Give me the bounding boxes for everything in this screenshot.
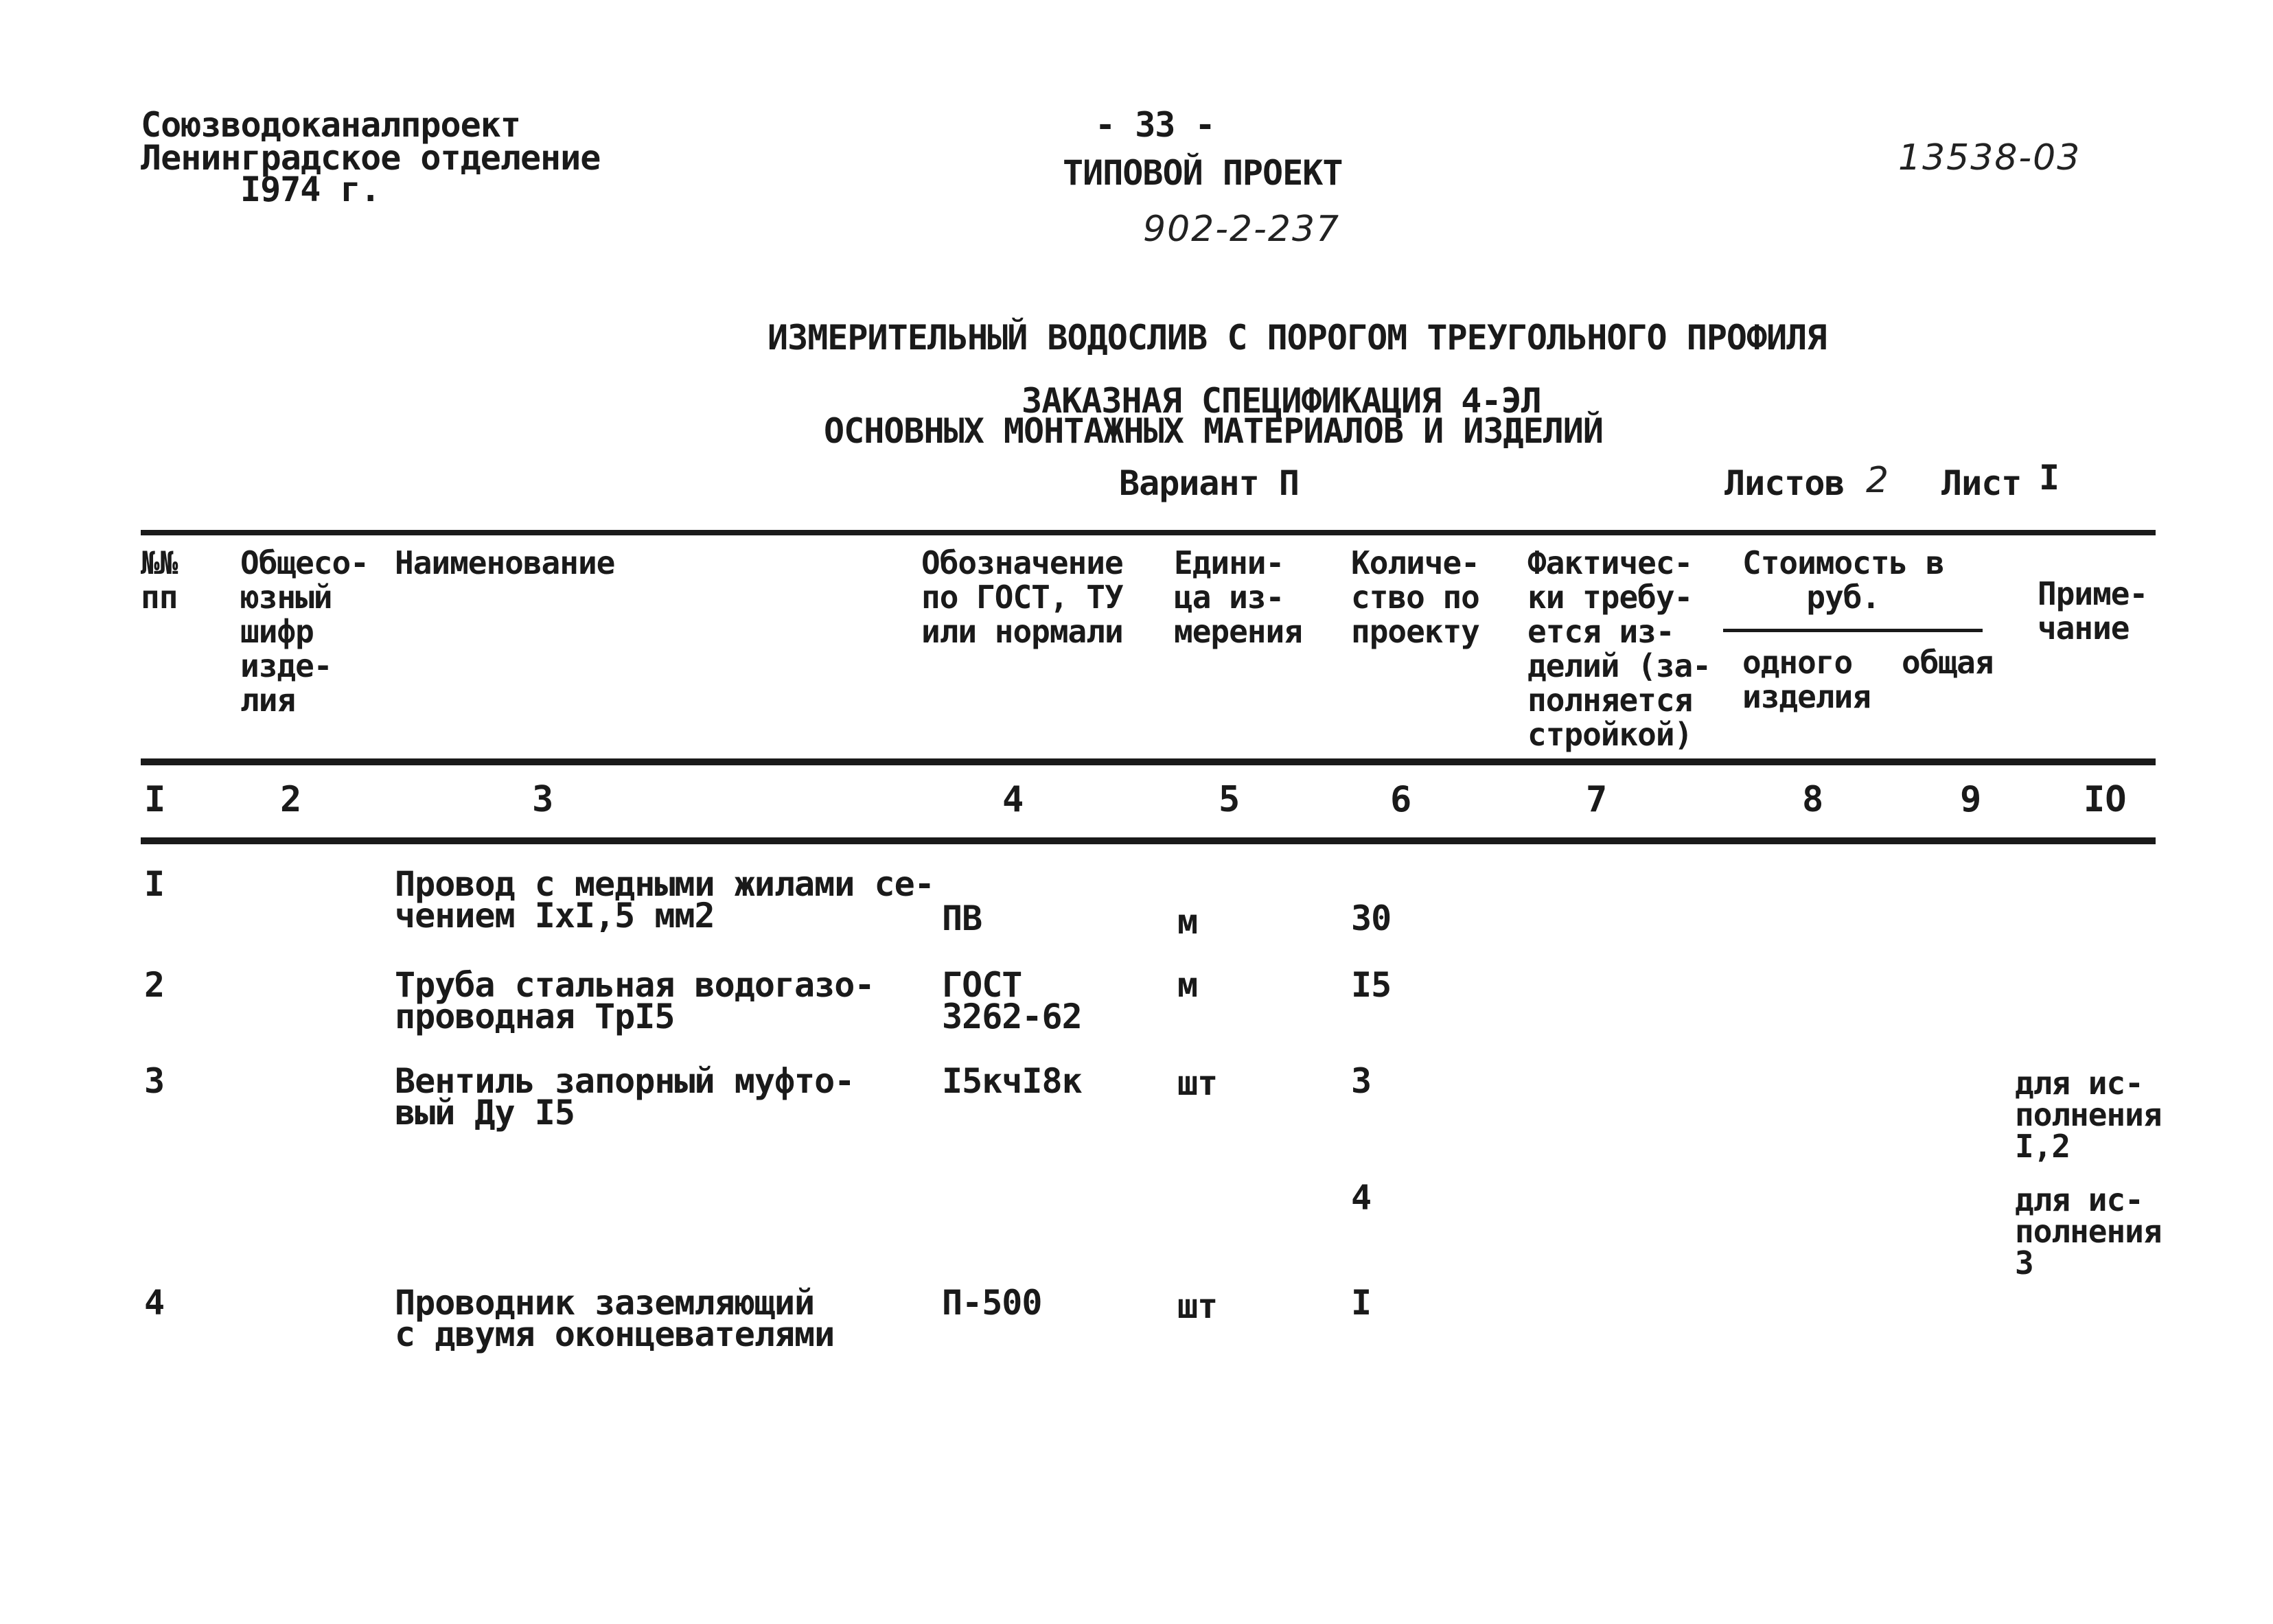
- row3-note: для ис- полнения I,2: [2015, 1065, 2162, 1165]
- row3-designation: I5кчI8к: [942, 1061, 1082, 1101]
- sheets-total-label: Листов: [1724, 463, 1845, 503]
- col-header-cost-per-item: одного изделия: [1742, 644, 1871, 715]
- table-top-rule: [141, 530, 2156, 535]
- org-name: Союзводоканалпроект: [141, 105, 520, 145]
- row2-quantity: I5: [1351, 965, 1392, 1005]
- project-code: 902-2-237: [1143, 209, 1341, 250]
- row1-quantity: 30: [1351, 898, 1392, 938]
- org-year: I974 г.: [240, 170, 380, 209]
- col-header-actual-required: Фактичес- ки требу- ется из- делий (за- полняется стройкой): [1527, 544, 1711, 753]
- col-header-cost-group: Стоимость в руб.: [1742, 544, 1944, 616]
- main-title: ИЗМЕРИТЕЛЬНЫЙ ВОДОСЛИВ С ПОРОГОМ ТРЕУГОЛЬНОГО ПРОФИЛЯ: [768, 318, 1827, 358]
- table-number-row-bottom-rule: [141, 837, 2156, 844]
- row1-designation: ПВ: [942, 898, 982, 938]
- col-number-6: 6: [1390, 779, 1412, 820]
- row3b-quantity: 4: [1351, 1178, 1372, 1218]
- row2-name: Труба стальная водогазо- проводная ТрI5: [395, 965, 875, 1036]
- col-header-designation: Обозначение по ГОСТ, ТУ или нормали: [921, 544, 1123, 650]
- col-header-quantity: Количе- ство по проекту: [1351, 544, 1479, 650]
- row1-name: Провод с медными жилами се- чением IxI,5 мм2: [395, 864, 934, 936]
- row3-quantity: 3: [1351, 1061, 1372, 1101]
- col-number-9: 9: [1960, 779, 1982, 820]
- row3-unit: шт: [1177, 1063, 1218, 1103]
- col-number-5: 5: [1219, 779, 1241, 820]
- row4-designation: П-500: [942, 1283, 1042, 1323]
- col-number-7: 7: [1586, 779, 1608, 820]
- col-header-unit: Едини- ца из- мерения: [1174, 544, 1302, 650]
- row4-number: 4: [144, 1283, 165, 1323]
- sheet-label: Лист: [1941, 463, 2022, 503]
- col-header-union-code: Общесо- юзный шифр изде- лия: [240, 544, 369, 719]
- spec-title-line1: ЗАКАЗНАЯ СПЕЦИФИКАЦИЯ 4-ЭЛ: [1022, 381, 1541, 421]
- col-header-note: Приме- чание: [2038, 575, 2148, 647]
- row1-unit: м: [1177, 902, 1198, 942]
- row4-unit: шт: [1177, 1286, 1218, 1326]
- org-department: Ленинградское отделение: [141, 138, 601, 178]
- row3-number: 3: [144, 1061, 165, 1101]
- sheets-total-value: 2: [1866, 460, 1891, 501]
- row2-designation: ГОСТ 3262-62: [942, 965, 1082, 1036]
- col-number-1: I: [144, 779, 166, 820]
- variant-label: Вариант П: [1119, 463, 1299, 503]
- col-header-name: Наименование: [395, 544, 615, 581]
- col-number-3: 3: [532, 779, 554, 820]
- col-number-4: 4: [1002, 779, 1024, 820]
- cost-group-rule: [1723, 629, 1983, 632]
- col-number-10: IO: [2084, 779, 2127, 820]
- row4-name: Проводник заземляющий с двумя оконцевателями: [395, 1283, 835, 1354]
- row3b-note: для ис- полнения 3: [2015, 1181, 2162, 1281]
- col-number-2: 2: [280, 779, 302, 820]
- row4-quantity: I: [1351, 1283, 1372, 1323]
- sheet-number: I: [2039, 458, 2059, 498]
- row1-number: I: [144, 864, 165, 904]
- table-header-bottom-rule: [141, 758, 2156, 765]
- col-header-cost-total: общая: [1902, 644, 1994, 681]
- row3-name: Вентиль запорный муфто- вый Ду I5: [395, 1061, 855, 1133]
- row2-unit: м: [1177, 965, 1198, 1005]
- album-code: 13538-03: [1898, 137, 2081, 178]
- project-type: ТИПОВОЙ ПРОЕКТ: [1063, 153, 1343, 193]
- row2-number: 2: [144, 965, 165, 1005]
- col-number-8: 8: [1802, 779, 1824, 820]
- spec-title-line2: ОСНОВНЫХ МОНТАЖНЫХ МАТЕРИАЛОВ И ИЗДЕЛИЙ: [824, 411, 1603, 451]
- page-number: - 33 -: [1095, 105, 1215, 145]
- col-header-number: №№ пп: [141, 544, 178, 616]
